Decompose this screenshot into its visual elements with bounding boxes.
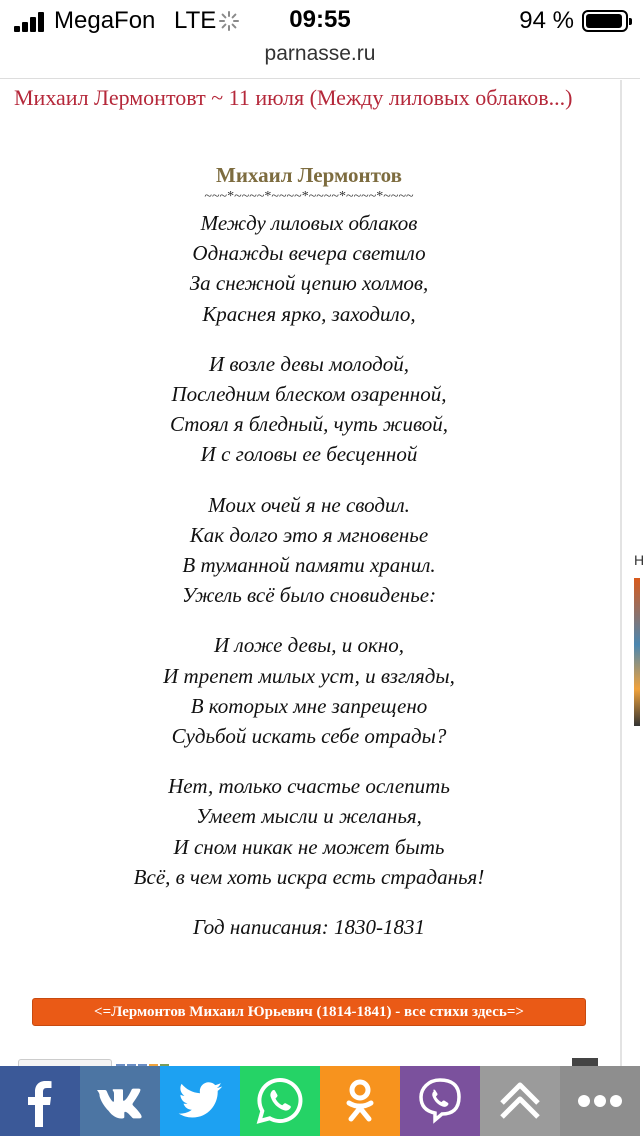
- scroll-to-top-button[interactable]: [480, 1066, 560, 1136]
- poem-body: [0, 208, 618, 892]
- poem-line: И с головы ее бесценной: [200, 442, 418, 467]
- poem-line: Ужель всё было сновиденье:: [181, 583, 437, 608]
- battery-icon: [582, 10, 628, 32]
- vk-icon: [94, 1075, 146, 1127]
- share-viber-button[interactable]: [400, 1066, 480, 1136]
- poem-line: И сном никак не может быть: [173, 834, 445, 859]
- poem-line: За снежной цепию холмов,: [189, 271, 429, 296]
- clock: 09:55: [289, 6, 351, 33]
- facebook-icon: [14, 1075, 66, 1127]
- network-type: LTE: [174, 7, 217, 34]
- poem-stanza: [0, 630, 618, 751]
- poem-stanza: [0, 349, 618, 470]
- poem-author: Михаил Лермонтов: [216, 163, 402, 187]
- poem-line: Последним блеском озаренной,: [171, 382, 447, 407]
- poem-stanza: [0, 490, 618, 611]
- share-odnoklassniki-button[interactable]: [320, 1066, 400, 1136]
- poem-line: В туманной памяти хранил.: [182, 553, 436, 578]
- poem-stanza: [0, 208, 618, 329]
- poem: [0, 160, 618, 942]
- poem-year: Год написания: 1830-1831: [192, 915, 426, 940]
- status-bar: [0, 0, 640, 44]
- twitter-icon: [174, 1075, 226, 1127]
- poem-line: Нет, только счастье ослепить: [168, 774, 450, 799]
- all-poems-link[interactable]: <=Лермонтов Михаил Юрьевич (1814-1841) - все стихи здесь=>: [32, 998, 586, 1026]
- address-bar-divider: [0, 78, 640, 79]
- share-facebook-button[interactable]: [0, 1066, 80, 1136]
- article-content: [0, 80, 622, 1070]
- share-whatsapp-button[interactable]: [240, 1066, 320, 1136]
- poem-line: В которых мне запрещено: [190, 693, 428, 718]
- sidebar-edge-text: Н: [634, 552, 644, 568]
- share-vk-button[interactable]: [80, 1066, 160, 1136]
- share-twitter-button[interactable]: [160, 1066, 240, 1136]
- poem-line: И трепет милых уст, и взгляды,: [163, 663, 455, 688]
- poem-separator: ~~~*~~~~*~~~~*~~~~*~~~~*~~~~: [204, 189, 414, 204]
- more-icon: [574, 1075, 626, 1127]
- battery-percentage: 94 %: [519, 7, 574, 34]
- share-bar: [0, 1066, 640, 1136]
- odnoklassniki-icon: [334, 1075, 386, 1127]
- scroll-up-icon: [494, 1075, 546, 1127]
- carrier-name: MegaFon: [54, 7, 156, 34]
- poem-line: Однажды вечера светило: [192, 241, 426, 266]
- address-bar[interactable]: parnasse.ru: [264, 42, 376, 65]
- poem-stanza: [0, 771, 618, 892]
- poem-line: Моих очей я не сводил.: [208, 492, 410, 517]
- poem-line: Как долго это я мгновенье: [189, 522, 429, 547]
- poem-line: И ложе девы, и окно,: [214, 633, 404, 658]
- poem-line: И возле девы молодой,: [208, 351, 410, 376]
- more-share-button[interactable]: [560, 1066, 640, 1136]
- poem-line: Между лиловых облаков: [200, 211, 418, 235]
- poem-line: Краснея ярко, заходило,: [202, 301, 416, 326]
- poem-line: Умеет мысли и желанья,: [196, 804, 422, 829]
- viber-icon: [414, 1075, 466, 1127]
- sidebar-edge-image: [634, 578, 640, 726]
- sidebar-edge: [624, 80, 640, 1070]
- poem-line: Судьбой искать себе отрады?: [171, 724, 447, 749]
- poem-line: Всё, в чем хоть искра есть страданья!: [133, 864, 485, 889]
- poem-line: Стоял я бледный, чуть живой,: [169, 412, 449, 437]
- page-title: Михаил Лермонтовт ~ 11 июля (Между лиловых облаков...): [14, 85, 573, 110]
- whatsapp-icon: [254, 1075, 306, 1127]
